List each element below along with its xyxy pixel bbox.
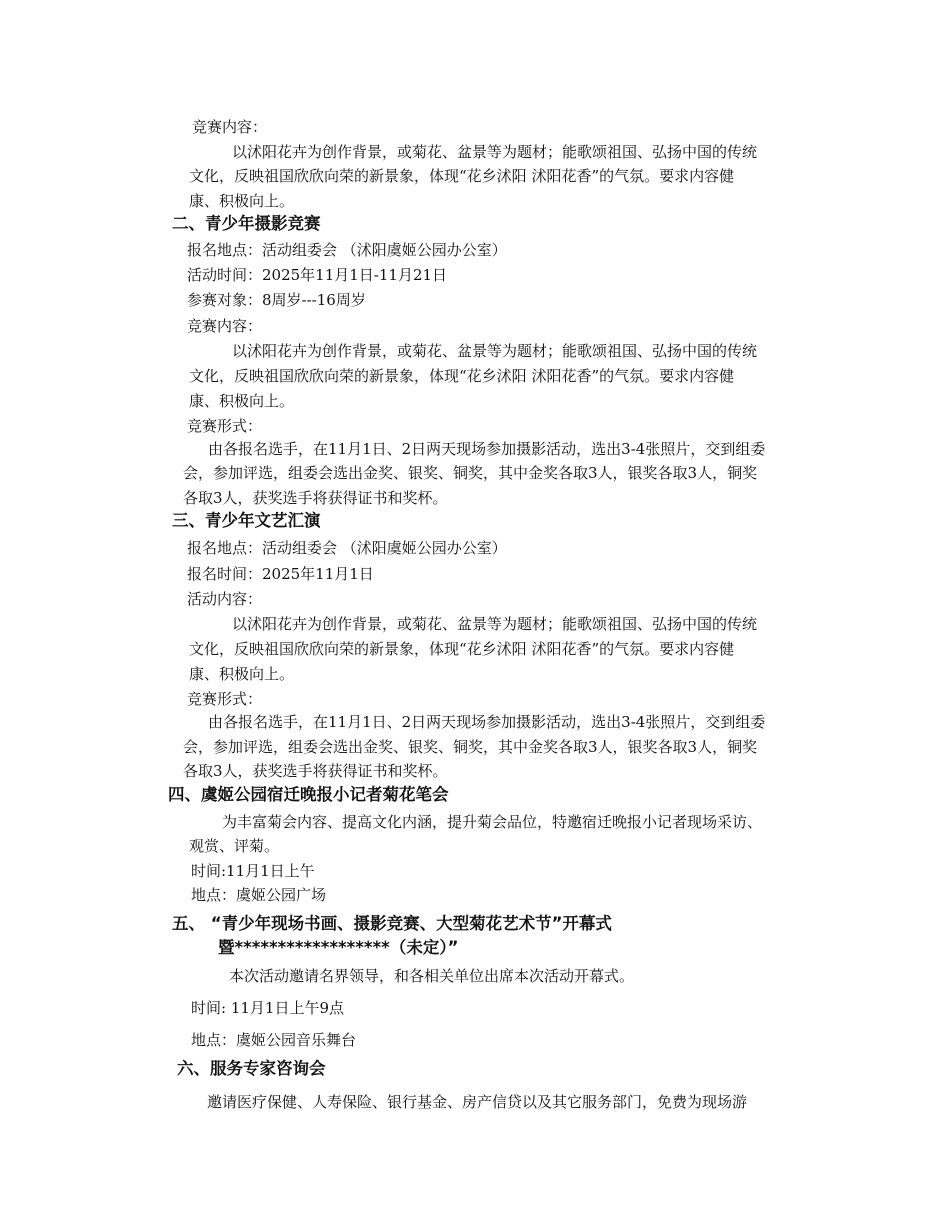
- s5-heading-line-1: 五、 “青少年现场书画、摄影竞赛、大型菊花艺术节”开幕式: [172, 914, 612, 933]
- s5-place: 地点：虞姬公园音乐舞台: [191, 1031, 357, 1049]
- s1-content-label: 竞赛内容：: [192, 118, 268, 136]
- s3-form-label: 竞赛形式：: [187, 690, 263, 708]
- s1-content-line-1: 以沭阳花卉为创作背景，或菊花、盆景等为题材；能歌颂祖国、弘扬中国的传统: [232, 143, 758, 161]
- s3-time: 报名时间：2025年11月1日: [187, 565, 374, 583]
- s2-content-line-3: 康、积极向上。: [189, 392, 295, 410]
- s1-content-line-2: 文化，反映祖国欣欣向荣的新景象，体现“花乡沭阳 沭阳花香”的气氛。要求内容健: [189, 167, 735, 185]
- s2-place: 报名地点：活动组委会 （沭阳虞姬公园办公室）: [187, 241, 507, 259]
- s3-content-line-1: 以沭阳花卉为创作背景，或菊花、盆景等为题材；能歌颂祖国、弘扬中国的传统: [232, 615, 758, 633]
- s4-time: 时间:11月1日上午: [191, 862, 315, 880]
- s4-body-line-1: 为丰富菊会内容、提高文化内涵，提升菊会品位，特邀宿迁晚报小记者现场采访、: [222, 813, 763, 831]
- s2-heading: 二、青少年摄影竞赛: [172, 214, 321, 233]
- s5-heading-line-2: 暨******************（未定）”: [218, 938, 459, 957]
- s2-form-line-2: 会，参加评选，组委会选出金奖、银奖、铜奖，其中金奖各取3人，银奖各取3人，铜奖: [183, 464, 758, 482]
- s2-form-line-3: 各取3人，获奖选手将获得证书和奖杯。: [183, 489, 448, 507]
- s2-content-line-1: 以沭阳花卉为创作背景，或菊花、盆景等为题材；能歌颂祖国、弘扬中国的传统: [232, 342, 758, 360]
- s2-form-label: 竞赛形式：: [187, 417, 263, 435]
- s4-place: 地点：虞姬公园广场: [191, 886, 327, 904]
- s4-body-line-2: 观赏、评菊。: [189, 837, 280, 855]
- s2-form-line-1: 由各报名选手，在11月1日、2日两天现场参加摄影活动，选出3-4张照片，交到组委: [208, 440, 766, 458]
- s2-target: 参赛对象：8周岁---16周岁: [187, 291, 366, 309]
- s3-form-line-3: 各取3人，获奖选手将获得证书和奖杯。: [183, 762, 448, 780]
- s6-heading: 六、服务专家咨询会: [177, 1059, 326, 1078]
- s5-body: 本次活动邀请名界领导，和各相关单位出席本次活动开幕式。: [229, 967, 635, 985]
- s3-content-line-3: 康、积极向上。: [189, 665, 295, 683]
- s3-content-label: 活动内容：: [187, 590, 263, 608]
- s3-content-line-2: 文化，反映祖国欣欣向荣的新景象，体现“花乡沭阳 沭阳花香”的气氛。要求内容健: [189, 640, 735, 658]
- s6-body: 邀请医疗保健、人寿保险、银行基金、房产信贷以及其它服务部门，免费为现场游: [207, 1093, 748, 1111]
- s5-time: 时间: 11月1日上午9点: [191, 999, 344, 1017]
- s2-time: 活动时间：2025年11月1日-11月21日: [187, 266, 448, 284]
- s3-form-line-1: 由各报名选手，在11月1日、2日两天现场参加摄影活动，选出3-4张照片，交到组委: [208, 713, 766, 731]
- s3-place: 报名地点：活动组委会 （沭阳虞姬公园办公室）: [187, 539, 507, 557]
- s4-heading: 四、虞姬公园宿迁晚报小记者菊花笔会: [168, 785, 449, 804]
- s3-form-line-2: 会，参加评选，组委会选出金奖、银奖、铜奖，其中金奖各取3人，银奖各取3人，铜奖: [183, 738, 758, 756]
- s2-content-line-2: 文化，反映祖国欣欣向荣的新景象，体现“花乡沭阳 沭阳花香”的气氛。要求内容健: [189, 367, 735, 385]
- s2-content-label: 竞赛内容：: [187, 317, 263, 335]
- s1-content-line-3: 康、积极向上。: [189, 192, 295, 210]
- s3-heading: 三、青少年文艺汇演: [172, 511, 321, 530]
